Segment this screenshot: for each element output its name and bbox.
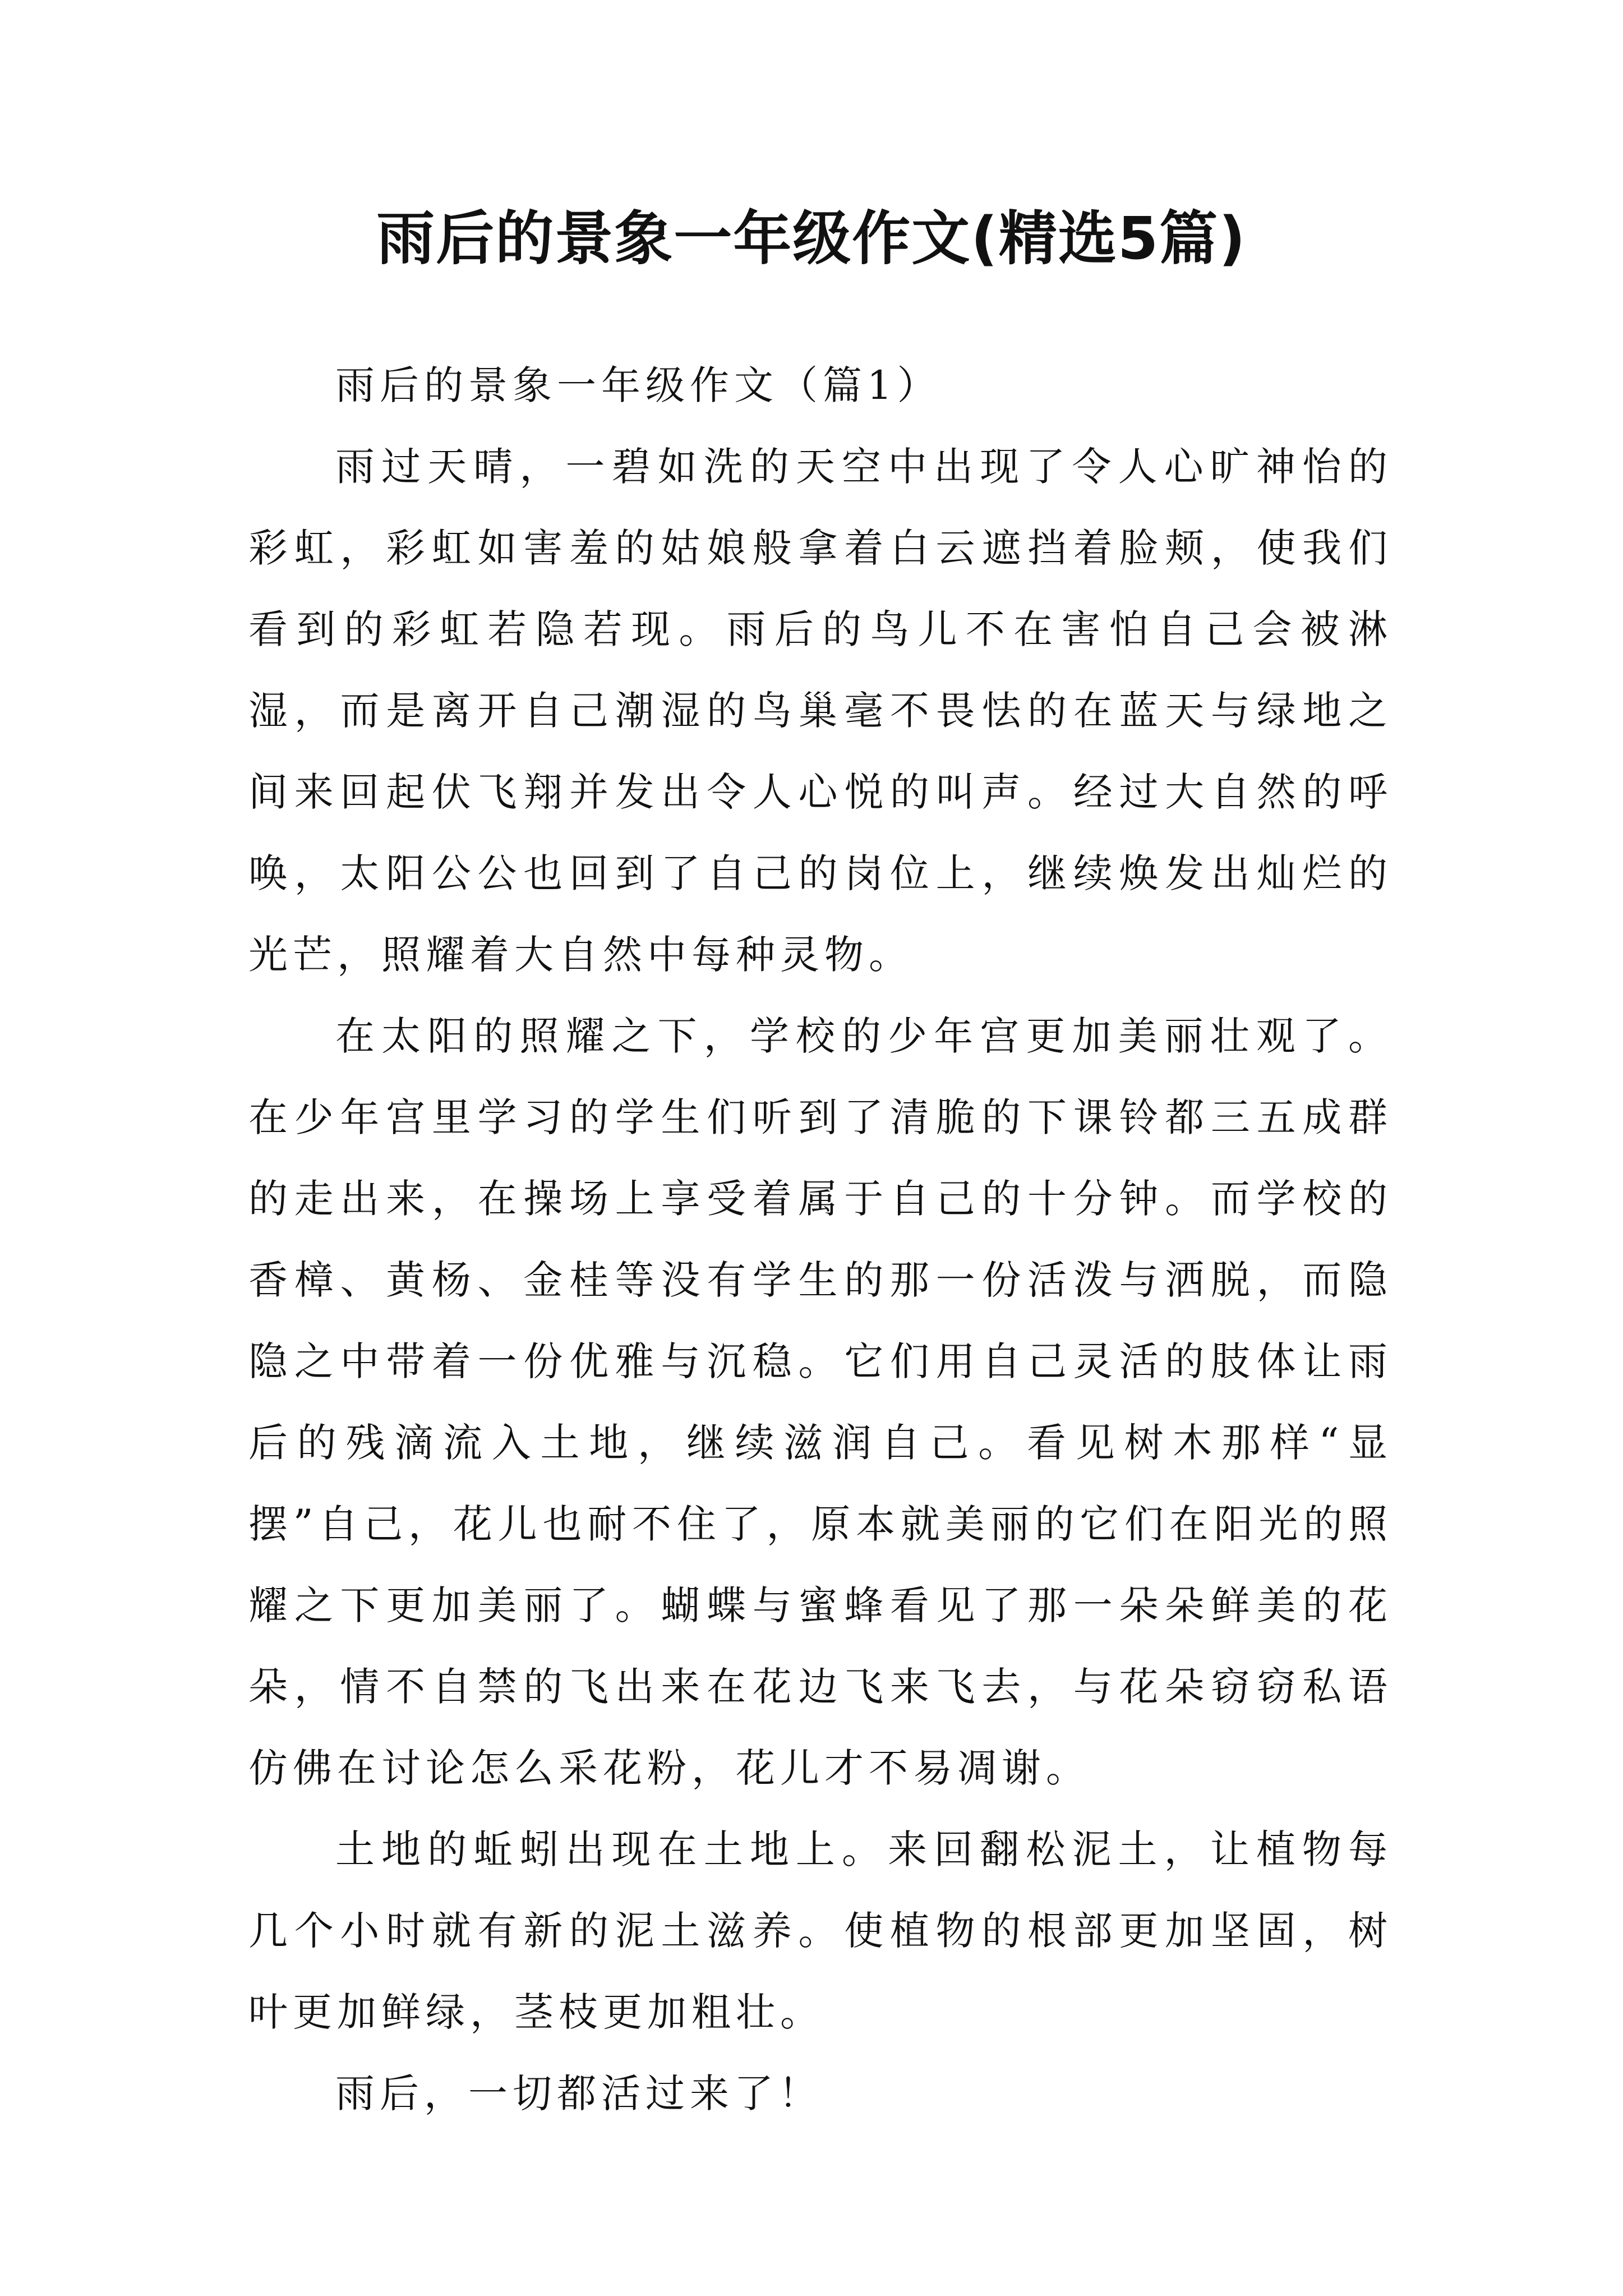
paragraph: 雨后，一切都活过来了！ bbox=[335, 2070, 823, 2116]
paragraph: 雨过天晴，一碧如洗的天空中出现了令人心旷神怡的彩虹，彩虹如害羞的姑娘般拿着白云遮挡着脸颊，使我们看到的彩虹若隐若现。雨后的鸟儿不在害怕自己会被淋湿，而是离开自己潮湿的鸟巢毫不畏怯的在蓝天与绿地之间来回起伏飞翔并发出令人心悦的叫声。经过大自然的呼唤，太阳公公也回到了自己的岗位上，继续焕发出灿烂的光芒，照耀着大自然中每种灵物。 bbox=[248, 444, 1393, 978]
paragraph: 土地的蚯蚓出现在土地上。来回翻松泥土，让植物每几个小时就有新的泥土滋养。使植物的根部更加坚固，树叶更加鲜绿，茎枝更加粗壮。 bbox=[248, 1826, 1393, 2035]
paragraph: 在太阳的照耀之下，学校的少年宫更加美丽壮观了。在少年宫里学习的学生们听到了清脆的下课铃都三五成群的走出来，在操场上享受着属于自己的十分钟。而学校的香樟、黄杨、金桂等没有学生的那一份活泼与洒脱，而隐隐之中带着一份优雅与沉稳。它们用自己灵活的肢体让雨后的残滴流入土地，继续滋润自己。看见树木那样“显摆”自己，花儿也耐不住了，原本就美丽的它们在阳光的照耀之下更加美丽了。蝴蝶与蜜蜂看见了那一朵朵鲜美的花朵，情不自禁的飞出来在花边飞来飞去，与花朵窃窃私语仿佛在讨论怎么采花粉，花儿才不易凋谢。 bbox=[248, 1013, 1393, 1791]
document-body bbox=[248, 345, 1393, 2134]
section-heading: 雨后的景象一年级作文（篇1） bbox=[335, 362, 942, 408]
document-title: 雨后的景象一年级作文(精选5篇) bbox=[376, 204, 1247, 273]
